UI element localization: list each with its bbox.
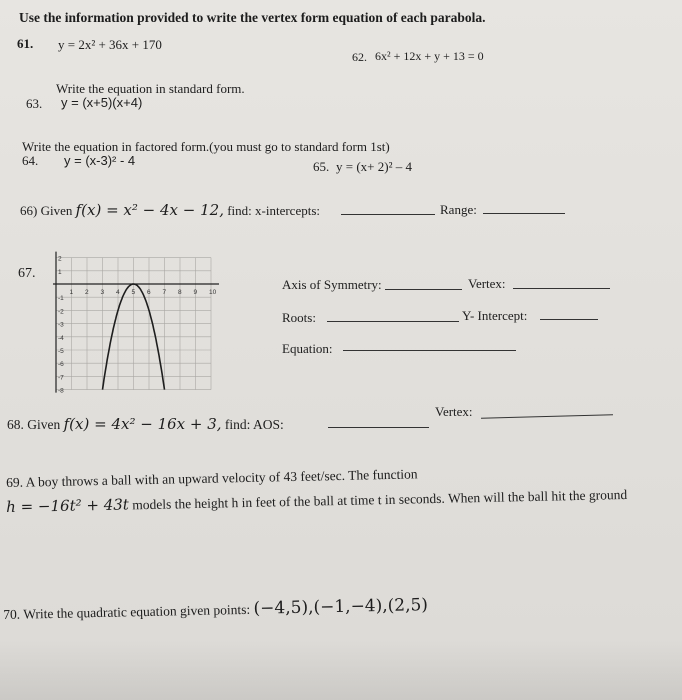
- problem-70-prompt: 70. Write the quadratic equation given points: (−4,5),(−1,−4),(2,5): [3, 595, 429, 622]
- y-tick-label: -3: [58, 321, 64, 329]
- x-tick-label: 5: [131, 289, 136, 296]
- y-tick-label: 1: [58, 268, 62, 276]
- y-intercept-answer-line: [540, 319, 598, 320]
- problem-70-points: (−4,5),(−1,−4),(2,5): [253, 595, 429, 619]
- x-tick-label: 7: [162, 289, 167, 296]
- vertex-68-answer-line: [481, 414, 613, 418]
- aos-answer-line: [328, 427, 429, 428]
- problem-69-equation: h = −16t² + 43t: [6, 495, 130, 516]
- graph-tick-labels: [58, 256, 217, 395]
- problem-63-number: 63.: [26, 96, 43, 111]
- vertex-67-answer-line: [513, 288, 610, 289]
- equation-label: Equation:: [282, 341, 333, 356]
- graph-grid: [56, 255, 211, 390]
- y-intercept-label: Y- Intercept:: [462, 308, 528, 323]
- y-tick-label: 2: [58, 255, 62, 263]
- axis-of-symmetry-label: Axis of Symmetry:: [282, 277, 382, 292]
- axis-of-symmetry-answer-line: [385, 289, 462, 290]
- x-tick-label: 8: [178, 289, 182, 296]
- factored-form-instruction: Write the equation in factored form.(you must go to standard form 1st): [22, 139, 390, 154]
- x-tick-label: 10: [209, 289, 217, 296]
- problem-67-number: 67.: [18, 266, 36, 281]
- problem-67-graph: [40, 248, 225, 413]
- x-tick-label: 6: [147, 289, 151, 296]
- x-tick-label: 9: [193, 289, 198, 296]
- equation-answer-line: [343, 350, 516, 351]
- x-tick-label: 1: [69, 289, 74, 296]
- x-tick-label: 4: [116, 289, 120, 296]
- roots-label: Roots:: [282, 310, 316, 325]
- standard-form-instruction: Write the equation in standard form.: [56, 81, 245, 96]
- problem-62-number: 62.: [352, 50, 367, 64]
- problem-69-line-1: 69. A boy throws a ball with an upward velocity of 43 feet/sec. The function: [6, 466, 418, 490]
- y-tick-label: -5: [58, 348, 64, 355]
- x-tick-label: 3: [100, 289, 105, 296]
- problem-64-number: 64.: [22, 153, 39, 168]
- problem-68-function: f(x) = 4x² − 16x + 3,: [63, 415, 222, 433]
- range-answer-line: [483, 213, 565, 214]
- y-tick-label: -1: [58, 295, 64, 303]
- roots-answer-line: [327, 321, 459, 322]
- problem-61-number: 61.: [17, 36, 34, 51]
- problem-61-equation: y = 2x² + 36x + 170: [58, 37, 162, 52]
- y-tick-label: -2: [58, 308, 64, 316]
- y-tick-label: -6: [58, 361, 64, 369]
- y-tick-label: -4: [58, 334, 64, 342]
- x-intercepts-answer-line: [341, 214, 435, 215]
- problem-66-function: f(x) = x² − 4x − 12,: [75, 201, 224, 219]
- y-tick-label: -7: [58, 374, 64, 382]
- problem-63-equation: y = (x+5)(x+4): [61, 95, 143, 110]
- problem-64-equation: y = (x-3)² - 4: [64, 153, 136, 168]
- problem-62-equation: 6x² + 12x + y + 13 = 0: [375, 49, 484, 63]
- problem-69-line-2: h = −16t² + 43t models the height h in feet of the ball at time t in seconds. When will the ball hit the ground: [6, 486, 628, 516]
- worksheet-header: Use the information provided to write the vertex form equation of each parabola.: [19, 10, 486, 25]
- y-tick-label: -8: [58, 387, 64, 395]
- graph-axes: [53, 252, 219, 393]
- problem-65-number: 65.: [313, 159, 330, 174]
- vertex-67-label: Vertex:: [468, 276, 506, 291]
- vertex-68-label: Vertex:: [435, 404, 473, 419]
- problem-66-prompt: 66) Given f(x) = x² − 4x − 12, find: x-intercepts:: [20, 201, 320, 219]
- problem-65-equation: y = (x+ 2)² – 4: [336, 159, 412, 174]
- problem-68-prompt: 68. Given f(x) = 4x² − 16x + 3, find: AOS:: [7, 415, 284, 433]
- x-tick-label: 2: [85, 289, 89, 296]
- range-label: Range:: [440, 202, 477, 217]
- page-shadow: [0, 640, 682, 700]
